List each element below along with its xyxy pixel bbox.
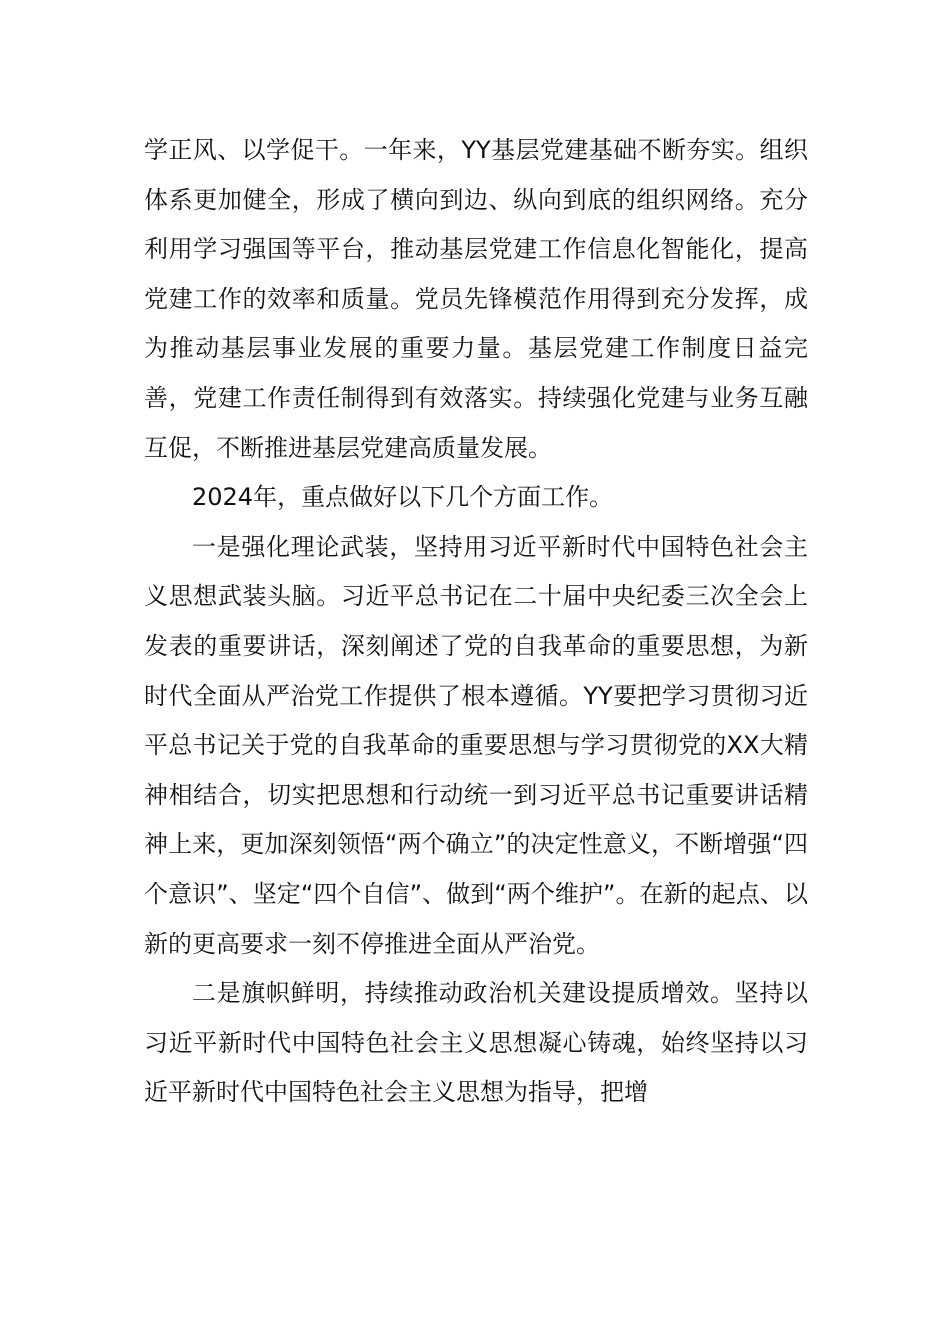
- document-body: [144, 126, 808, 1118]
- paragraph-point-one: 一是强化理论武装，坚持用习近平新时代中国特色社会主义思想武装头脑。习近平总书记在二十届中央纪委三次全会上发表的重要讲话，深刻阐述了党的自我革命的重要思想，为新时代全面从严治党工作提供了根本遵循。YY要把学习贯彻习近平总书记关于党的自我革命的重要思想与学习贯彻党的XX大精神相结合，切实把思想和行动统一到习近平总书记重要讲话精神上来，更加深刻领悟“两个确立”的决定性意义，不断增强“四个意识”、坚定“四个自信”、做到“两个维护”。在新的起点、以新的更高要求一刻不停推进全面从严治党。: [144, 532, 808, 958]
- paragraph-continuation: 学正风、以学促干。一年来，YY基层党建基础不断夯实。组织体系更加健全，形成了横向到边、纵向到底的组织网络。充分利用学习强国等平台，推动基层党建工作信息化智能化，提高党建工作的效率和质量。党员先锋模范作用得到充分发挥，成为推动基层事业发展的重要力量。基层党建工作制度日益完善，党建工作责任制得到有效落实。持续强化党建与业务互融互促，不断推进基层党建高质量发展。: [144, 136, 808, 462]
- paragraph-point-two: 二是旗帜鲜明，持续推动政治机关建设提质增效。坚持以习近平新时代中国特色社会主义思想凝心铸魂，始终坚持以习近平新时代中国特色社会主义思想为指导，把增: [144, 979, 808, 1107]
- paragraph-2024-intro: 2024年，重点做好以下几个方面工作。: [192, 483, 614, 512]
